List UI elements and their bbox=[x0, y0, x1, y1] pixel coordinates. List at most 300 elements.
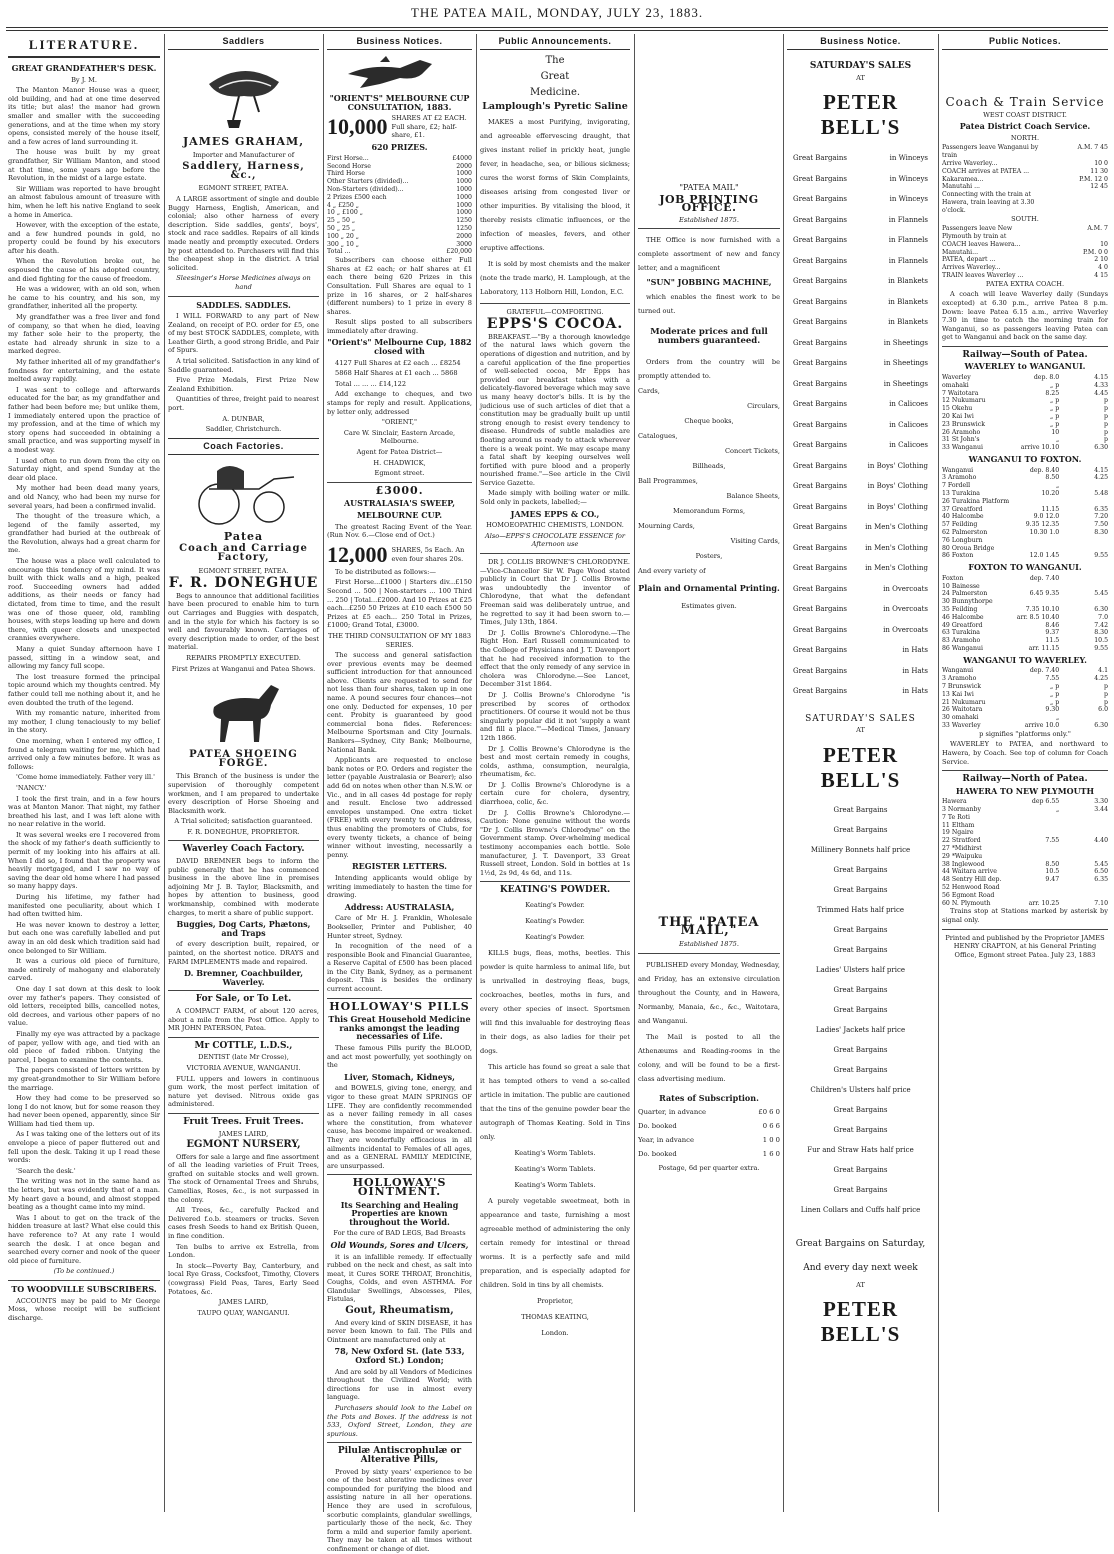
prize-row bbox=[327, 155, 472, 163]
timetable-cell bbox=[1010, 814, 1059, 822]
bargain-label: Great Bargains bbox=[793, 277, 847, 286]
pilulae-heading: Pilulæ Antiscrophulæ or Alterative Pills, bbox=[337, 1446, 462, 1465]
timetable-cell bbox=[1059, 829, 1108, 837]
column-public-announcements bbox=[480, 34, 630, 1512]
timetable-cell: 40 Halcombe bbox=[942, 513, 984, 521]
prize-label: 50 „ 25 „ bbox=[327, 224, 356, 232]
story-paragraph: It was several weeks ere I recovered from the shock of my father's death sufficiently to permit of my looking into his affairs at all. When I did so, I found that the property was heavily mortgaged, and I saw no way of saving the dear old home where I had passed so many happy days. bbox=[8, 830, 160, 891]
sweep-distribution: To be distributed as follows:— bbox=[335, 567, 436, 576]
story-byline: By J. M. bbox=[71, 75, 97, 84]
story-paragraph: When the Revolution broke out, he espoused the cause of his adopted country, and died fighting for the cause of freedom. bbox=[8, 257, 160, 283]
bargain-line: Millinery Bonnets half price bbox=[810, 845, 911, 854]
timetable-row bbox=[942, 272, 1108, 280]
sun-text: which enables the finest work to be turned out. bbox=[638, 292, 780, 315]
bargain-item: in Winceys bbox=[889, 154, 928, 163]
timetable-cell: 7.0 bbox=[1098, 613, 1109, 621]
business-notice-heading: Business Notice. bbox=[787, 34, 934, 50]
story-paragraph: It was a curious old piece of furniture, made entirely of mahogany and elaborately carved. bbox=[8, 957, 160, 983]
coach-name: Patea bbox=[223, 529, 264, 543]
timetable-cell bbox=[1059, 714, 1108, 722]
cup-text: Add exchange to cheques, and two stamps for reply and result. Applications, by letter only, addressed bbox=[327, 390, 472, 416]
timetable-cell: 60 N. Plymouth bbox=[942, 899, 991, 907]
timetable-cell: 26 Waitotara bbox=[942, 706, 983, 714]
timetable-cell: dep. 7.40 bbox=[1029, 574, 1060, 582]
timetable-cell bbox=[1010, 884, 1059, 892]
bargain-item: in Flannels bbox=[888, 215, 928, 224]
timetable-cell: 4.25 bbox=[1094, 675, 1109, 683]
timetable-cell: 31 St John's bbox=[942, 436, 980, 444]
worm-rep: Keating's Worm Tablets. bbox=[514, 1165, 596, 1173]
timetable-cell: dep 6.55 bbox=[1031, 798, 1060, 806]
bargain-item: in Boys' Clothing bbox=[867, 461, 928, 470]
timetable-row bbox=[942, 225, 1108, 241]
bargain-label: Great Bargains bbox=[793, 359, 847, 368]
timetable-cell: p bbox=[1104, 682, 1109, 690]
laird-name: JAMES LAIRD, bbox=[218, 1129, 269, 1138]
timetable-cell: 27 *Midhirst bbox=[942, 845, 982, 853]
timetable-cell: 29 *Waipuku bbox=[942, 852, 983, 860]
column-printing bbox=[638, 34, 780, 1512]
timetable-cell: arrive 10.10 bbox=[1020, 444, 1060, 452]
timetable-row bbox=[942, 482, 1108, 490]
column-divider bbox=[783, 34, 784, 1512]
timetable-cell: Waverley bbox=[942, 374, 971, 382]
timetable-row bbox=[942, 521, 1108, 529]
timetable-cell: Manutahi ... bbox=[942, 183, 981, 191]
prize-amount: £4000 bbox=[452, 154, 472, 162]
timetable-cell: Passengers leave New Plymouth by train at bbox=[942, 225, 1013, 240]
register-text: Intending applicants would oblige by writing immediately to hasten the time for drawing. bbox=[327, 873, 472, 900]
rate-row bbox=[638, 1133, 780, 1147]
sale-text: A COMPACT FARM, of about 120 acres, about a mile from the Post Office. Apply to MR JOHN PATERSON, Patea. bbox=[168, 1006, 319, 1033]
bargain-row bbox=[787, 169, 934, 190]
bargain-label: Great Bargains bbox=[793, 666, 847, 675]
timetable-cell bbox=[1010, 598, 1059, 606]
timetable-cell: 12 Nukumaru bbox=[942, 397, 986, 405]
timetable-cell: 48 Sentry Hill dep. bbox=[942, 876, 1002, 884]
bargain-line: Great Bargains bbox=[833, 825, 888, 834]
timetable-cell bbox=[1010, 829, 1059, 837]
wanganui-foxton-table bbox=[942, 467, 1108, 561]
prize-row bbox=[327, 225, 472, 233]
coach-factories-heading: Coach Factories. bbox=[168, 438, 319, 455]
timetable-cell: 6.30 bbox=[1094, 605, 1109, 613]
saddlers-heading: Saddlers bbox=[168, 34, 319, 50]
mail-text-2: The Mail is posted to all the Athenæums and Reading-rooms in the colony, and will be found to be a first-class advertising medium. bbox=[638, 1032, 780, 1083]
story-paragraph: I was sent to college and afterwards educated for the bar, as my grandfather and father had been before me; but unlike them, I immediately entered upon the practice of my profession, and at the time of which my story opens had succeeded in obtaining a small practice, and was supporting myself in a modest way. bbox=[8, 385, 160, 454]
prize-amount: 3000 bbox=[456, 240, 472, 248]
agent-name: H. CHADWICK, bbox=[373, 458, 426, 467]
story-body bbox=[8, 86, 160, 1265]
sale-heading: For Sale, or To Let. bbox=[195, 994, 292, 1005]
sweep-subheading: MELBOURNE CUP. bbox=[356, 509, 443, 520]
epps-heading: EPPS'S COCOA. bbox=[486, 316, 624, 333]
timetable-row bbox=[942, 837, 1108, 845]
timetable-row bbox=[942, 590, 1108, 598]
keating-rep: Keating's Powder. bbox=[525, 933, 585, 941]
timetable-row bbox=[942, 814, 1108, 822]
bargain-label: Great Bargains bbox=[793, 543, 847, 552]
timetable-cell bbox=[1059, 545, 1108, 553]
timetable-cell: P.M. 12 0 bbox=[1079, 175, 1108, 183]
timetable-row bbox=[942, 645, 1108, 653]
timetable-row bbox=[942, 637, 1108, 645]
bargain-item: in Blankets bbox=[888, 277, 928, 286]
prize-amount: 1000 bbox=[456, 193, 472, 201]
orient-number: 10,000 bbox=[327, 114, 388, 140]
timetable-cell: 10.30 1.0 bbox=[1029, 529, 1060, 536]
printing-item: Posters, bbox=[695, 552, 723, 561]
browne-paragraph: Dr J. Collis Browne's Chlorodyne is a certain cure for cholera, dysentry, diarrhoea, colic, &c. bbox=[480, 780, 630, 807]
timetable-row bbox=[942, 683, 1108, 691]
story-paragraph: Many a quiet Sunday afternoon have I passed, sitting in a window seat, and allowing my fancy full scope. bbox=[8, 645, 160, 671]
timetable-cell: 8.50 bbox=[1045, 474, 1060, 482]
bargain-row bbox=[787, 394, 934, 415]
bargain-label: Great Bargains bbox=[793, 482, 847, 491]
bargain-row bbox=[787, 640, 934, 661]
bargain-item: in Flannels bbox=[888, 256, 928, 265]
bargain-label: Great Bargains bbox=[793, 605, 847, 614]
timetable-cell: COACH leaves Hawera... bbox=[942, 240, 1021, 248]
proprietor-label: Proprietor, bbox=[536, 1297, 574, 1305]
timetable-cell: Arrives Waverley... bbox=[942, 264, 1001, 272]
racehorse-illustration bbox=[340, 54, 460, 90]
story-paragraph: How they had come to be preserved so long I do not know, but for some reason they had never been opened, apparently, since Sir William had tied them up. bbox=[8, 1094, 160, 1128]
bargain-line: Great Bargains bbox=[833, 1005, 888, 1014]
worm-rep: Keating's Worm Tablets. bbox=[514, 1149, 596, 1157]
timetable-cell: „ p bbox=[1050, 698, 1060, 706]
timetable-cell: p bbox=[1104, 405, 1109, 413]
register-heading: REGISTER LETTERS. bbox=[352, 861, 447, 872]
prize-amount: 2000 bbox=[456, 162, 472, 170]
masthead-title: THE PATEA MAIL, MONDAY, JULY 23, 1883. bbox=[410, 5, 704, 20]
bargain-label: Great Bargains bbox=[793, 297, 847, 306]
timetable-cell: 76 Longburn bbox=[942, 536, 983, 544]
bargain-row bbox=[787, 189, 934, 210]
timetable-cell: 23 Brunswick bbox=[942, 420, 985, 428]
column-saddlers bbox=[168, 34, 319, 1512]
bargain-item: in Calicoes bbox=[889, 441, 928, 450]
forge-proprietor: F. R. DONEGHUE, PROPRIETOR. bbox=[187, 827, 300, 836]
timetable-row bbox=[942, 853, 1108, 861]
bargain-line: Great Bargains bbox=[833, 885, 888, 894]
timetable-cell: COACH arrives at PATEA ... bbox=[942, 167, 1030, 175]
timetable-cell: 10 bbox=[1100, 240, 1108, 248]
bargain-line: Children's Ulsters half price bbox=[810, 1085, 911, 1094]
final-line-2: And every day next week bbox=[803, 1262, 918, 1273]
prize-label: 100 „ 20 „ bbox=[327, 232, 359, 240]
story-paragraph: With my romantic nature, inherited from my mother, I clung tenaciously to my belief in the story. bbox=[8, 709, 160, 735]
timetable-cell: Kakaramea... bbox=[942, 175, 984, 183]
prize-row bbox=[327, 186, 472, 194]
timetable-cell: 10 Bainesse bbox=[942, 582, 980, 590]
timetable-row bbox=[942, 264, 1108, 272]
timetable-cell bbox=[1010, 545, 1059, 553]
bargain-item: in Hats bbox=[902, 646, 928, 655]
bargain-row bbox=[787, 292, 934, 313]
timetable-cell: 3.44 bbox=[1094, 806, 1109, 814]
wanganui-waverley-heading: WANGANUI TO WAVERLEY. bbox=[963, 654, 1087, 665]
timetable-cell: 38 Inglewood bbox=[942, 860, 985, 868]
timetable-row bbox=[942, 474, 1108, 482]
bargain-row bbox=[787, 620, 934, 641]
consult-text: The success and general satisfaction over previous events may be deemed sufficient introduction for that announced above. Clients are requested to send for not less than four shares, taken up in one name. A pound secures four chances—not one only. Deducted for expenses, 10 per cent. Probity is guaranteed by good commercial bona fides. References: Melbourne Sportsman and City Journals. Bankers—Sydney, City Bank; Melbourne, National Bank. bbox=[327, 651, 472, 754]
timetable-cell: „ p bbox=[1050, 405, 1060, 413]
timetable-cell: 7.50 bbox=[1094, 521, 1109, 529]
ointment-text-2: And every kind of SKIN DISEASE, it has never been known to fail. The Pills and Ointment are manufactured only at bbox=[327, 1318, 472, 1344]
timetable-cell: omahaki bbox=[942, 381, 969, 389]
timetable-cell: 26 Aramoho bbox=[942, 428, 981, 436]
public-announcements-heading: Public Announcements. bbox=[480, 34, 630, 50]
prize-amount: 1000 bbox=[456, 185, 472, 193]
column-divider bbox=[323, 34, 324, 1512]
timetable-cell: Wanganui bbox=[942, 466, 974, 474]
bargain-line: Great Bargains bbox=[833, 1045, 888, 1054]
timetable-cell: 56 Egmont Road bbox=[942, 891, 995, 899]
prize-amount: 1000 bbox=[456, 201, 472, 209]
printing-items bbox=[638, 385, 780, 578]
cottle-name: Mr COTTLE, L.D.S., bbox=[194, 1040, 293, 1051]
doneghue-text: Begs to announce that additional facilities have been procured to enable him to turn out Carriages and Buggies with despatch, and in the style for which his factory is so well and favourably known. Carriages of every description made to order, of the best material. bbox=[168, 591, 319, 652]
timetable-cell: 5.45 bbox=[1094, 860, 1109, 868]
patea-mail-label: "PATEA MAIL" bbox=[679, 183, 739, 192]
timetable-cell: p bbox=[1104, 413, 1109, 421]
printing-item: Visiting Cards, bbox=[730, 537, 780, 546]
printing-item: Concert Tickets, bbox=[725, 447, 780, 456]
timetable-cell: dep. 7.40 bbox=[1029, 667, 1060, 675]
bargain-row bbox=[787, 210, 934, 231]
wanganui-foxton-heading: WANGANUI TO FOXTON. bbox=[968, 454, 1082, 465]
timetable-cell bbox=[1010, 845, 1059, 853]
timetable-cell: Passengers leave Wanganui by train bbox=[942, 144, 1039, 160]
story-paragraph: 'Come home immediately. Father very ill.' bbox=[16, 773, 155, 782]
timetable-row bbox=[942, 498, 1108, 506]
worm-rep: Keating's Worm Tablets. bbox=[514, 1181, 596, 1189]
timetable-row bbox=[942, 390, 1108, 398]
foxton-wanganui-heading: FOXTON TO WANGANUI. bbox=[968, 562, 1082, 573]
plain-printing: Plain and Ornamental Printing. bbox=[638, 583, 780, 594]
bargain-row bbox=[787, 517, 934, 538]
printing-item: Cards, bbox=[638, 387, 660, 396]
timetable-row bbox=[942, 241, 1108, 249]
literature-heading: LITERATURE. bbox=[8, 34, 160, 58]
hawera-plymouth-table bbox=[942, 798, 1108, 907]
timetable-row bbox=[942, 806, 1108, 814]
timetable-row bbox=[942, 405, 1108, 413]
bargain-label: Great Bargains bbox=[793, 646, 847, 655]
bargain-list bbox=[787, 148, 934, 702]
prizes-heading: 620 PRIZES. bbox=[371, 142, 428, 153]
timetable-cell bbox=[1010, 537, 1059, 545]
lamplough-text-2: It is sold by most chemists and the maker (note the trade mark), H. Lamplough, at the Laboratory, 113 Holborn Hill, London, E.C. bbox=[480, 259, 630, 296]
rate-value: 0 6 6 bbox=[762, 1122, 780, 1131]
prize-label: 4 „ £250 „ bbox=[327, 201, 359, 209]
bargain-item: in Overcoats bbox=[883, 584, 928, 593]
timetable-cell bbox=[1059, 892, 1108, 900]
bargain-row bbox=[787, 456, 934, 477]
timetable-cell: 4.25 bbox=[1094, 474, 1109, 482]
woodville-notice-text: ACCOUNTS may be paid to Mr George Moss, whose receipt will be sufficient discharge. bbox=[8, 1296, 160, 1322]
cup1882-b: 5868 Half Shares at £1 each ... 5868 bbox=[335, 369, 458, 378]
bargain-line: Great Bargains bbox=[833, 805, 888, 814]
bargain-row bbox=[787, 681, 934, 702]
platform-note: p signifies "platforms only." bbox=[979, 729, 1071, 738]
timetable-cell: „ p bbox=[1050, 690, 1060, 698]
column-literature bbox=[8, 34, 160, 1512]
bargain-label: Great Bargains bbox=[793, 420, 847, 429]
worm-text: A purely vegetable sweetmeat, both in appearance and taste, furnishing a most agreeable method of administering the only certain remedy for intestinal or thread worms. It is a perfectly safe and mild preparation, and is especially adapted for children. Sold in tins by all chemists. bbox=[480, 1197, 630, 1289]
timetable-cell: 10.20 bbox=[1041, 490, 1060, 498]
timetable-cell: 7 Waitotara bbox=[942, 389, 979, 397]
patea-coach-service: Patea District Coach Service. bbox=[959, 121, 1091, 132]
keating-text: KILLS bugs, fleas, moths, beetles. This powder is quite harmless to animal life, but is unrivalled in destroying fleas, bugs, cockroaches, beetles, moths in furs, and every other species of insect. Sportsmen will find this invaluable for destroying fleas in their dogs, as also ladies for their pet dogs. bbox=[480, 949, 630, 1055]
prize-label: 10 „ £100 „ bbox=[327, 209, 363, 217]
bargain-label: Great Bargains bbox=[793, 564, 847, 573]
postage-note: Postage, 6d per quarter extra. bbox=[658, 1164, 760, 1173]
timetable-cell: 9.35 12.35 bbox=[1025, 521, 1060, 529]
mail-text: PUBLISHED every Monday, Wednesday, and Friday, has an extensive circulation throughout the County, and in Hawera, Normanby, Manaia, &c., &c., Waitotara, and Wanganui. bbox=[638, 960, 780, 1025]
column-divider bbox=[164, 34, 165, 1512]
timetable-cell: 44 Waitara arrive bbox=[942, 868, 997, 876]
agent-address: Egmont street. bbox=[374, 469, 425, 478]
bargain-row bbox=[787, 230, 934, 251]
timetable-cell: 3 Aramoho bbox=[942, 675, 977, 683]
prize-row bbox=[327, 194, 472, 202]
timetable-row bbox=[942, 722, 1108, 730]
bargain-row bbox=[787, 374, 934, 395]
bargain-line: Great Bargains bbox=[833, 1185, 888, 1194]
epps-firm-2: HOMOEOPATHIC CHEMISTS, LONDON. bbox=[486, 521, 624, 530]
proprietor-address: London. bbox=[541, 1329, 569, 1337]
timetable-cell: p bbox=[1104, 698, 1109, 706]
bargain-row bbox=[787, 415, 934, 436]
bargain-row bbox=[787, 353, 934, 374]
bargain-line: Trimmed Hats half price bbox=[816, 905, 905, 914]
buggies-heading: Buggies, Dog Carts, Phætons, and Traps bbox=[176, 919, 311, 938]
timetable-row bbox=[942, 168, 1108, 176]
bargain-item: in Men's Clothing bbox=[865, 523, 928, 532]
prize-label: Second Horse bbox=[327, 162, 371, 170]
peter-bell-title-3: PETER BELL'S bbox=[820, 1297, 901, 1347]
bargain-item: in Flannels bbox=[888, 236, 928, 245]
pills-text-2: and BOWELS, giving tone, energy, and vigor to these great MAIN SPRINGS OF LIFE. They are confidently recommended as a never failing remedy in all cases where the constitution, from whatever cause, has become impaired or weakened. They are wonderfully efficacious in all ailments incidental to Females of all ages, and as a GENERAL FAMILY MEDICINE, are unsurpassed. bbox=[327, 1084, 472, 1170]
timetable-cell: 11.15 bbox=[1041, 505, 1060, 513]
masthead-rule bbox=[6, 27, 1108, 31]
timetable-cell: 33 Wanganui bbox=[942, 444, 983, 452]
timetable-row bbox=[942, 191, 1108, 214]
bargain-label: Great Bargains bbox=[793, 195, 847, 204]
epps-firm: JAMES EPPS & CO., bbox=[510, 508, 600, 519]
story-paragraph: I used often to run down from the city on Saturday night, and spend Sunday at the dear old place. bbox=[8, 456, 160, 482]
column-divider bbox=[938, 34, 939, 1512]
waverley-text: DAVID BREMNER begs to inform the public generally that he has commenced business in the above line in premises adjoining Mr J. B. Taylor, Blacksmith, and hopes by attention to business, good workmanship, combined with moderate charges, to merit a share of public support. bbox=[168, 857, 319, 917]
bargain-label: Great Bargains bbox=[793, 318, 847, 327]
nursery-text-3: Ten bulbs to arrive ex Estrella, from London. bbox=[168, 1242, 319, 1260]
timetable-cell: 86 Wanganui bbox=[942, 644, 983, 652]
timetable-row bbox=[942, 868, 1108, 876]
story-paragraph: My mother had been dead many years, and old Nancy, who had been my nurse for several years, had been a confirmed invalid. bbox=[8, 484, 160, 510]
timetable-cell: 6.50 bbox=[1094, 868, 1109, 876]
story-paragraph: My grandfather was a free liver and fond of company, so that when he died, leaving my father sole heir to the property, the estate had already shrunk in size to a marked degree. bbox=[8, 313, 160, 356]
timetable-cell: 8.25 bbox=[1045, 389, 1060, 397]
timetable-cell bbox=[1059, 598, 1108, 606]
mail-heading: THE "PATEA MAIL," bbox=[658, 914, 760, 939]
prize-row bbox=[327, 163, 472, 171]
at-label-3: AT bbox=[856, 1280, 865, 1289]
printing-item: And every variety of bbox=[638, 567, 706, 576]
rate-row bbox=[638, 1119, 780, 1133]
rates-heading: Rates of Subscription. bbox=[659, 1092, 759, 1103]
timetable-cell: Foxton bbox=[942, 574, 964, 582]
prizes-note: First Prizes at Wanganui and Patea Shows. bbox=[171, 664, 316, 673]
timetable-row bbox=[942, 699, 1108, 707]
prize-row bbox=[327, 209, 472, 217]
bargain-item: in Men's Clothing bbox=[865, 543, 928, 552]
prize-label: 2 Prizes £500 each bbox=[327, 193, 387, 201]
north-label: NORTH. bbox=[1010, 133, 1040, 142]
bargain-label: Great Bargains bbox=[793, 256, 847, 265]
timetable-row bbox=[942, 513, 1108, 521]
timetable-cell: p bbox=[1104, 436, 1109, 444]
bargain-row bbox=[787, 497, 934, 518]
nursery-name: EGMONT NURSERY, bbox=[186, 1139, 301, 1151]
prize-label: Other Starters (divided)... bbox=[327, 178, 409, 186]
bargain-label: Great Bargains bbox=[793, 379, 847, 388]
timetable-cell: 8.30 bbox=[1094, 529, 1109, 536]
timetable-cell bbox=[1039, 191, 1108, 214]
story-paragraph: The house was built by my great grandfather, Sir William Manton, and stood at that time, some years ago before the Revolution, in the midst of a large estate. bbox=[8, 148, 160, 183]
timetable-cell: 83 Aramoho bbox=[942, 637, 981, 645]
sweep-prizes: First Horse...£1000 | Starters div...£150 Second ... 500 | Non-starters ... 100 Third ... 250 | Total...£2000. And 10 Prizes at £25 each...£250 50 Prizes at £10 each £500 50 Prizes at £5 each... 250 Total in Prizes, £1000; Grand Total, £3000. bbox=[327, 578, 473, 630]
address-heading: Address: AUSTRALASIA, bbox=[344, 901, 455, 912]
timetable-row bbox=[942, 861, 1108, 869]
third-consult: THE THIRD CONSULTATION OF MY 1883 SERIES. bbox=[327, 631, 472, 649]
prize-amount: 1250 bbox=[456, 217, 472, 225]
timetable-cell: 6.30 bbox=[1094, 444, 1109, 452]
timetable-row bbox=[942, 575, 1108, 583]
timetable-cell: 30 Bunnythorpe bbox=[942, 598, 993, 606]
graham-text: A LARGE assortment of single and double Buggy Harness, English, American, and colonial; also other harness of every description. Side saddles, gents', boys', stock and race saddles. Repairs of all kinds made neatly and promptly executed. Orders by post attended to. Purchasers will find this the cheapest shop in the district. A trial solicited. bbox=[168, 194, 319, 272]
cup1882-heading: "Orient's" Melbourne Cup, 1882 closed with bbox=[327, 337, 472, 357]
timetable-row bbox=[942, 176, 1108, 184]
prize-row bbox=[327, 248, 472, 256]
bargain-label: Great Bargains bbox=[793, 523, 847, 532]
bargain-item: in Hats bbox=[902, 687, 928, 696]
timetable-row bbox=[942, 706, 1108, 714]
ointment-note: Purchasers should look to the Label on the Pots and Boxes. If the address is not 533, Oxford Street, London, they are spurious. bbox=[327, 1404, 472, 1438]
great-medicine-2: Great bbox=[540, 71, 570, 82]
link-note: WAVERLEY to PATEA, and northward to Hawera, by Coach. See top of column for Coach Service. bbox=[942, 740, 1108, 766]
prize-label: 300 „ 10 „ bbox=[327, 240, 359, 248]
timetable-cell: 46 Halcombe bbox=[942, 613, 984, 621]
at-label: AT bbox=[856, 73, 865, 82]
pills-text: These famous Pills purify the BLOOD, and act most powerfully, yet soothingly on the bbox=[327, 1044, 472, 1070]
bargain-label: Great Bargains bbox=[793, 625, 847, 634]
timetable-cell: 11.5 bbox=[1045, 637, 1060, 645]
estimates: Estimates given. bbox=[681, 601, 737, 610]
sweep-heading: AUSTRALASIA'S SWEEP, bbox=[343, 498, 456, 509]
bargain-line: Great Bargains bbox=[833, 1105, 888, 1114]
bargain-item: in Overcoats bbox=[883, 625, 928, 634]
timetable-cell: 6.45 9.35 bbox=[1029, 590, 1060, 598]
timetable-row bbox=[942, 714, 1108, 722]
saddles-text-3: Five Prize Medals, First Prize New Zealand Exhibition. bbox=[168, 376, 319, 393]
bargain-row bbox=[787, 435, 934, 456]
graham-address: EGMONT STREET, PATEA. bbox=[198, 184, 289, 193]
timetable-cell: 10.5 bbox=[1094, 637, 1109, 645]
consult-text-2: Applicants are requested to enclose bank notes or P.O. Orders and register the letter (payable Australasia or Bearer); also add 6d on notes when other than N.S.W. or Vic., and in all cases 4d postage for reply and result. Enclose two addressed envelopes unstamped. One extra ticket (FREE) with every twenty to one address, thus enabling the promoters of Clubs, for every twenty tickets, a chance of being winner without investing, necessarily a penny. bbox=[327, 756, 472, 859]
bargain-label: Great Bargains bbox=[793, 338, 847, 347]
